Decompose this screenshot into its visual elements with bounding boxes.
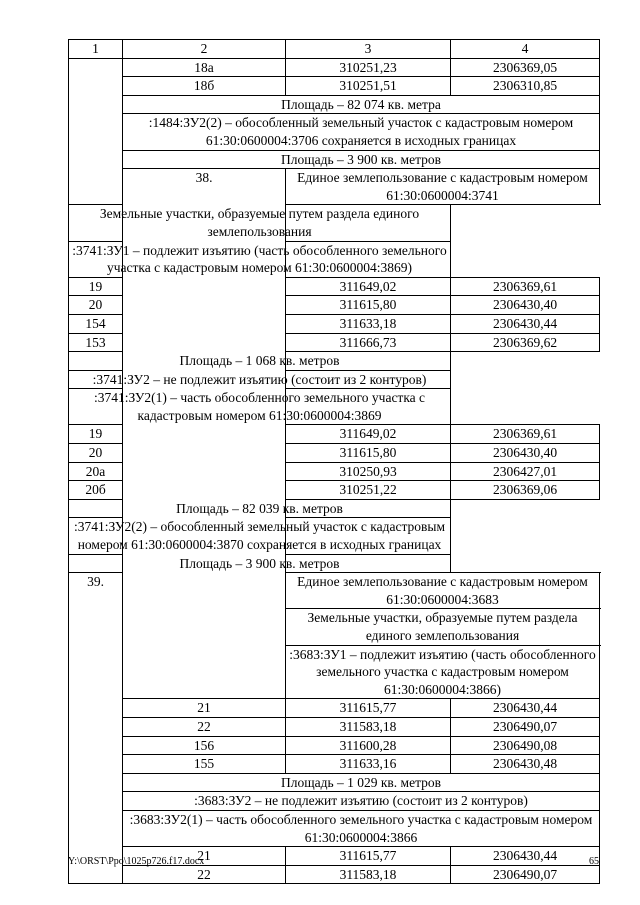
coordinate-x: 311649,02 [286,277,451,296]
table-row [69,755,600,774]
table-row [69,865,600,884]
coordinate-y: 2306369,62 [451,333,600,352]
coordinate-y: 2306310,85 [451,77,600,96]
area-text: Площадь – 82 039 кв. метров [69,499,451,518]
coordinate-x: 311615,80 [286,296,451,315]
table-row [69,518,600,554]
table-row [69,554,600,573]
area-text: Площадь – 3 900 кв. метров [123,150,600,169]
point-number: 21 [123,699,286,718]
coordinate-y: 2306430,48 [451,755,600,774]
coordinate-y: 2306369,61 [451,425,600,444]
point-number: 22 [123,717,286,736]
section-title: Единое землепользование с кадастровым номером 61:30:0600004:3741 [286,169,600,205]
point-number: 18б [123,77,286,96]
coordinate-y: 2306430,44 [451,314,600,333]
table-row [69,95,600,114]
section-subtitle: Земельные участки, образуемые путем раздела единого землепользования [286,609,600,645]
table-row [69,773,600,792]
table-row [69,810,600,846]
column-header: 2 [123,40,286,59]
coordinate-x: 311583,18 [286,865,451,884]
plot-description: :3741:ЗУ2 – не подлежит изъятию (состоит из 2 контуров) [69,370,451,389]
coordinate-x: 311633,16 [286,755,451,774]
plot-description: :3741:ЗУ1 – подлежит изъятию (часть обособленного земельного участка с кадастровым номером 61:30:0600004:3869) [69,241,451,277]
plot-description: :1484:ЗУ2(2) – обособленный земельный участок с кадастровым номером 61:30:0600004:3706 сохраняется в исходных границах [123,114,600,150]
coordinate-x: 311615,80 [286,444,451,463]
plot-description: :3683:ЗУ1 – подлежит изъятию (часть обособленного земельного участка с кадастровым номером 61:30:0600004:3866) [286,645,600,699]
point-number: 153 [69,333,123,352]
coordinates-table [68,39,600,884]
coordinate-y: 2306369,06 [451,481,600,500]
coordinate-y: 2306369,05 [451,58,600,77]
plot-description: :3741:ЗУ2(1) – часть обособленного земельного участка с кадастровым номером 61:30:0600004:3869 [69,389,451,425]
column-header: 1 [69,40,123,59]
table-row [69,499,600,518]
table-row [69,241,600,277]
coordinate-y: 2306490,07 [451,717,600,736]
point-number: 19 [69,277,123,296]
coordinate-y: 2306430,40 [451,444,600,463]
point-number: 154 [69,314,123,333]
coordinate-y: 2306430,44 [451,699,600,718]
point-number: 155 [123,755,286,774]
coordinate-y: 2306430,44 [451,847,600,866]
section-title: Единое землепользование с кадастровым номером 61:30:0600004:3683 [286,573,600,609]
point-number: 156 [123,736,286,755]
coordinate-x: 310251,23 [286,58,451,77]
section-number: 38. [123,169,286,699]
table-row [69,352,600,371]
area-text: Площадь – 82 074 кв. метра [123,95,600,114]
coordinate-x: 311615,77 [286,699,451,718]
point-number: 21 [123,847,286,866]
footer-file-path: Y:\ORST\Ppo\1025p726.f17.docx [68,856,205,867]
area-text: Площадь – 3 900 кв. метров [69,554,451,573]
coordinate-x: 310251,22 [286,481,451,500]
area-text: Площадь – 1 068 кв. метров [69,352,451,371]
table-row [69,150,600,169]
table-row [69,699,600,718]
table-row [69,58,600,77]
table-row [69,169,600,205]
plot-description: :3683:ЗУ2(1) – часть обособленного земельного участка с кадастровым номером 61:30:0600004:3866 [123,810,600,846]
coordinate-x: 311615,77 [286,847,451,866]
coordinate-x: 311649,02 [286,425,451,444]
point-number: 22 [123,865,286,884]
table-row [69,114,600,150]
coordinate-x: 311583,18 [286,717,451,736]
plot-description: :3741:ЗУ2(2) – обособленный земельный участок с кадастровым номером 61:30:0600004:3870 сохраняется в исходных границах [69,518,451,554]
coordinate-x: 311666,73 [286,333,451,352]
table-row [69,77,600,96]
coordinate-y: 2306430,40 [451,296,600,315]
coordinate-x: 311633,18 [286,314,451,333]
area-text: Площадь – 1 029 кв. метров [123,773,600,792]
coordinate-y: 2306427,01 [451,462,600,481]
table-row [69,205,600,241]
point-number: 20б [69,481,123,500]
coordinate-y: 2306490,07 [451,865,600,884]
point-number: 18а [123,58,286,77]
table-row [69,389,600,425]
coordinate-x: 311600,28 [286,736,451,755]
column-header: 4 [451,40,600,59]
point-number: 20 [69,296,123,315]
page-number: 65 [589,856,599,867]
coordinate-x: 310251,51 [286,77,451,96]
point-number: 19 [69,425,123,444]
table-row [69,717,600,736]
section-number: 39. [69,573,123,884]
coordinate-y: 2306490,08 [451,736,600,755]
row-number-cell [69,58,123,205]
coordinate-y: 2306369,61 [451,277,600,296]
table-row [69,736,600,755]
table-row [69,792,600,811]
point-number: 20а [69,462,123,481]
table-row [69,370,600,389]
point-number: 20 [69,444,123,463]
coordinate-x: 310250,93 [286,462,451,481]
table-header-row [69,40,600,59]
section-subtitle: Земельные участки, образуемые путем раздела единого землепользования [69,205,451,241]
column-header: 3 [286,40,451,59]
plot-description: :3683:ЗУ2 – не подлежит изъятию (состоит из 2 контуров) [123,792,600,811]
